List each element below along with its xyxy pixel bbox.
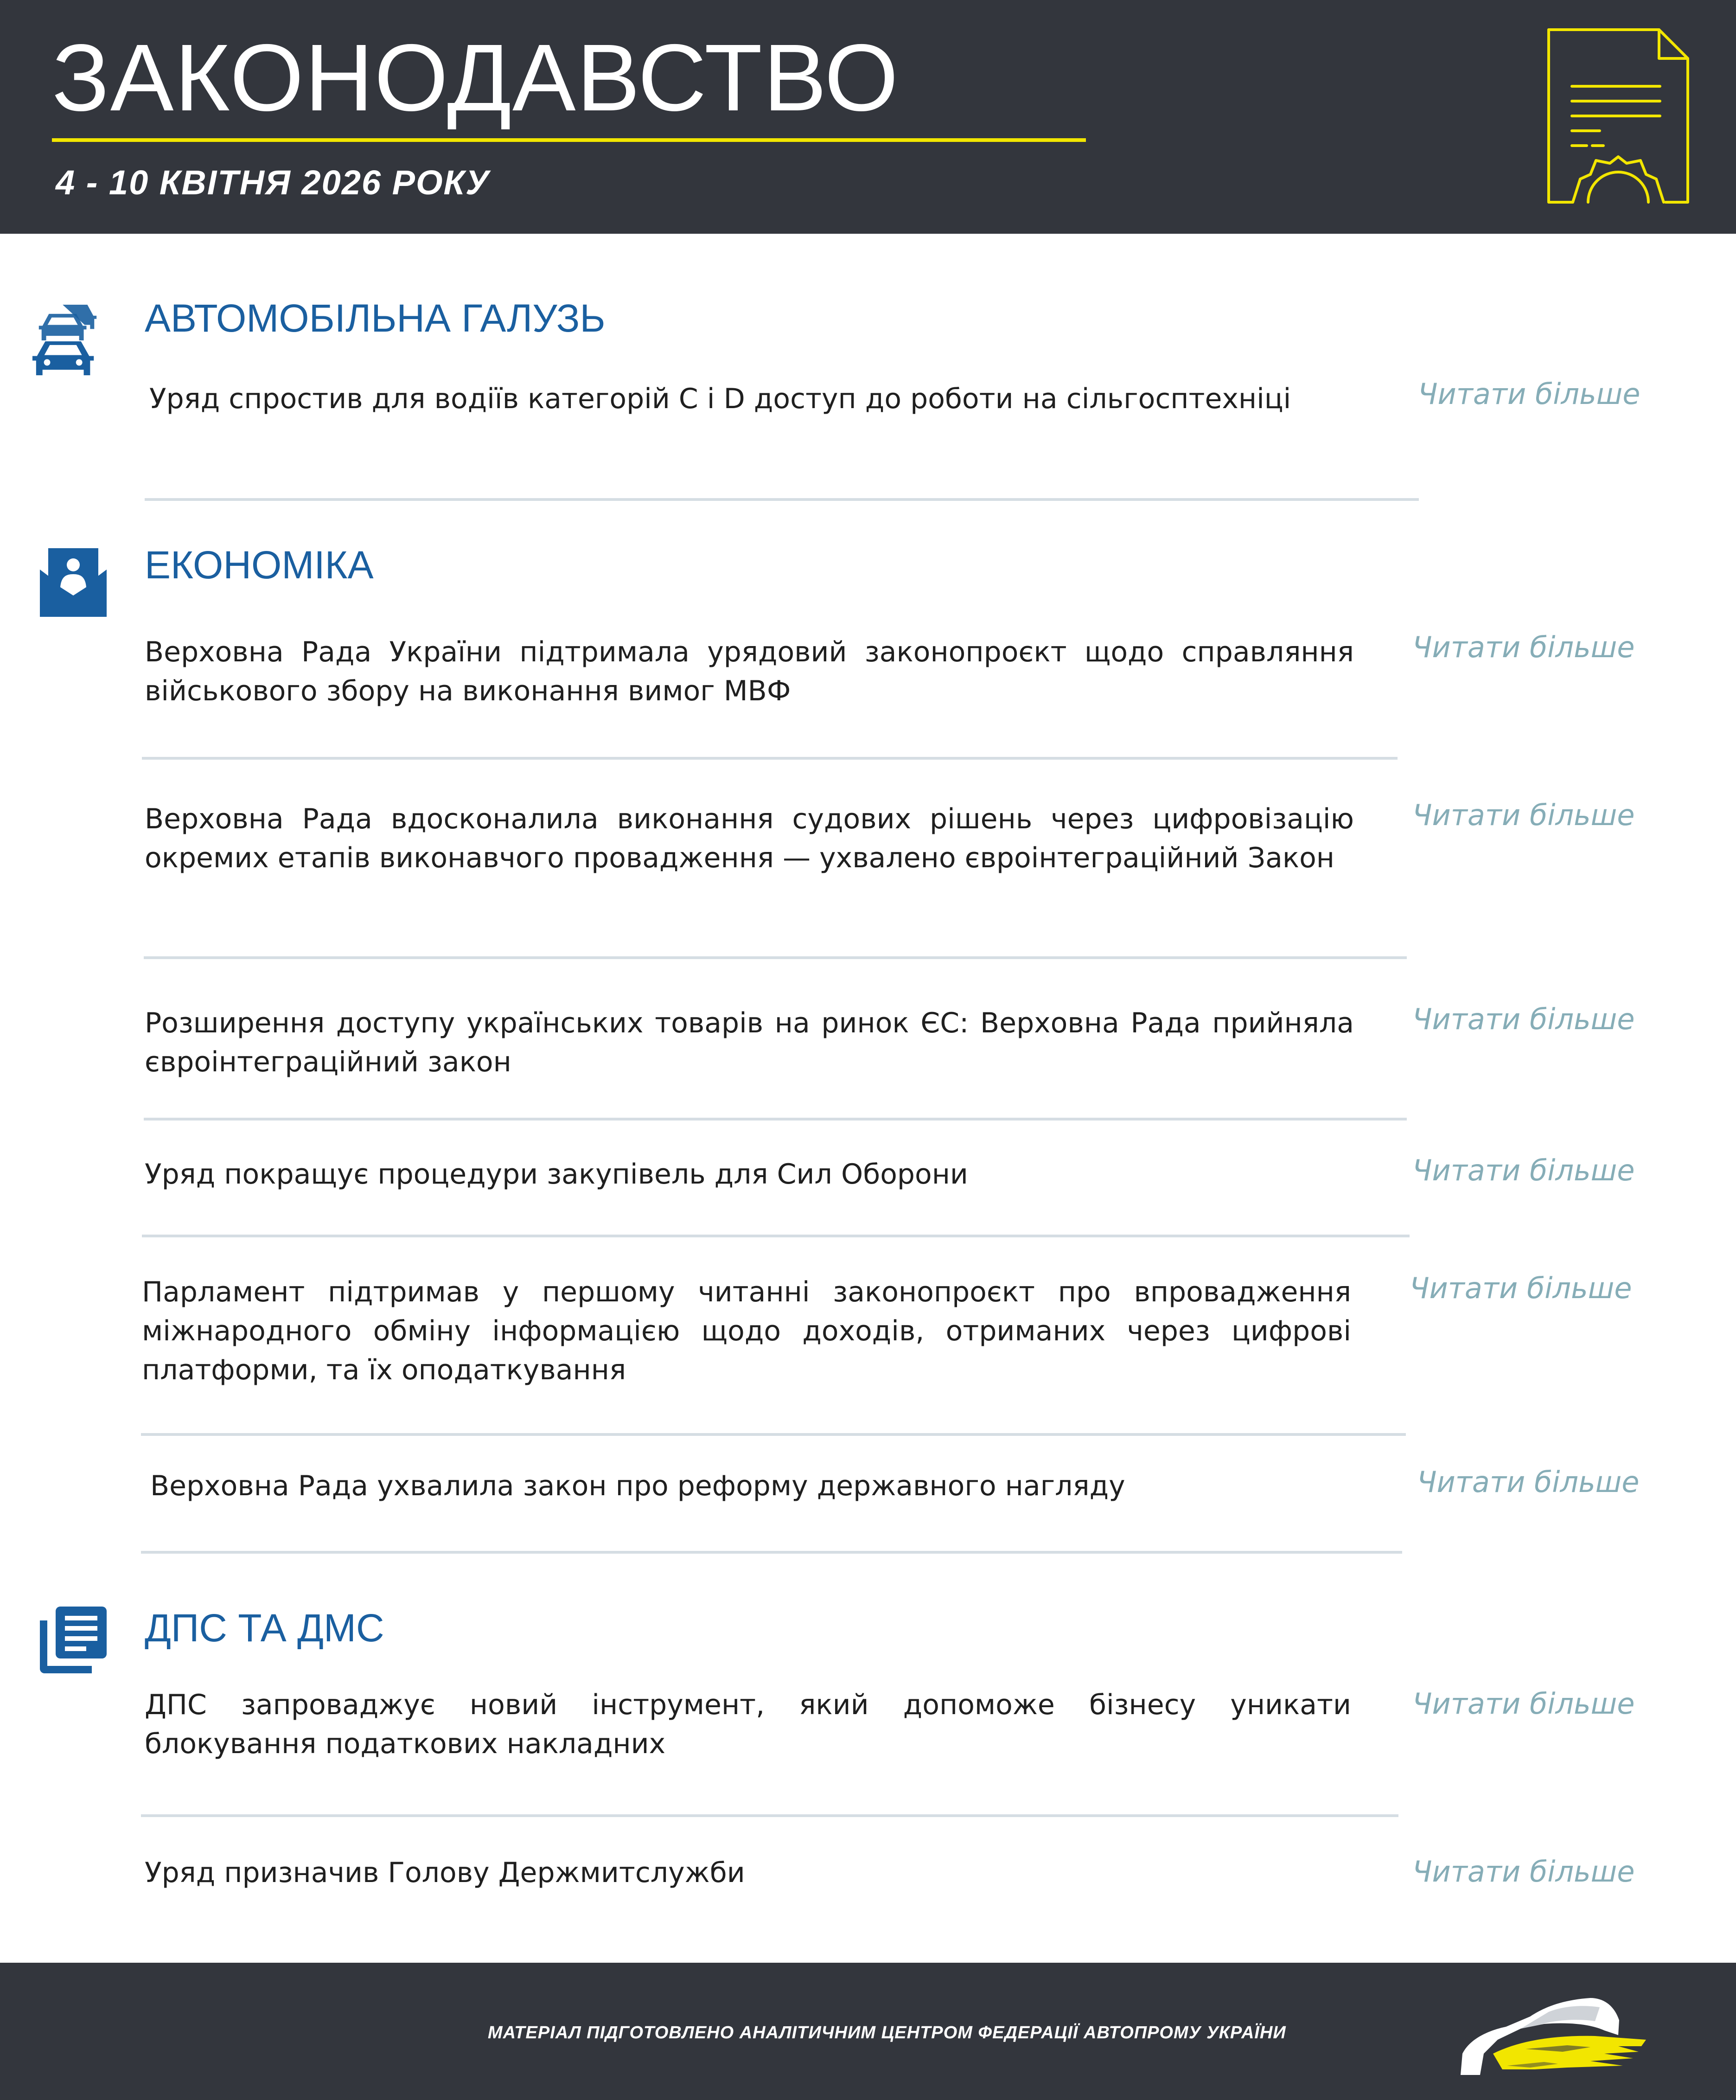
- read-more-link[interactable]: Читати більше: [1412, 1687, 1635, 1721]
- news-item: Верховна Рада ухвалила закон про реформу державного нагляду: [150, 1470, 1125, 1502]
- divider: [145, 498, 1419, 501]
- divider: [142, 1235, 1410, 1237]
- envelope-person-icon: [38, 547, 108, 618]
- read-more-link[interactable]: Читати більше: [1412, 1153, 1635, 1187]
- read-more-link[interactable]: Читати більше: [1417, 1465, 1640, 1499]
- read-more-link[interactable]: Читати більше: [1418, 377, 1640, 411]
- page-title: ЗАКОНОДАВСТВО: [52, 25, 900, 131]
- divider: [142, 757, 1398, 760]
- news-item: Уряд покращує процедури закупівель для Сил Оборони: [145, 1158, 968, 1191]
- read-more-link[interactable]: Читати більше: [1412, 1002, 1635, 1036]
- divider: [141, 1814, 1398, 1817]
- divider: [141, 1551, 1402, 1554]
- car-logo-icon: [1451, 1984, 1655, 2086]
- news-item: Верховна Рада вдосконалила виконання судових рішень через цифровізацію окремих етапів виконавчого провадження — ухвалено євроінтеграційний Закон: [145, 803, 1354, 874]
- footer: [0, 1963, 1736, 2100]
- header: [0, 0, 1736, 234]
- news-item: Парламент підтримав у першому читанні законопроєкт про впровадження міжнародного обміну інформацією щодо доходів, отриманих через цифрові платформи, та їх оподаткування: [142, 1276, 1351, 1386]
- divider: [144, 1118, 1407, 1120]
- section-title-auto: АВТОМОБІЛЬНА ГАЛУЗЬ: [145, 296, 606, 340]
- read-more-link[interactable]: Читати більше: [1410, 1271, 1632, 1305]
- news-item: Верховна Рада України підтримала урядовий законопроєкт щодо справляння військового збору на виконання вимог МВФ: [145, 636, 1354, 707]
- section-title-tax-customs: ДПС ТА ДМС: [145, 1606, 384, 1650]
- section-title-economy: ЕКОНОМІКА: [145, 543, 374, 587]
- title-underline: [52, 138, 1086, 142]
- documents-icon: [38, 1605, 108, 1675]
- date-range: 4 - 10 КВІТНЯ 2026 РОКУ: [56, 163, 490, 202]
- divider: [144, 956, 1407, 959]
- read-more-link[interactable]: Читати більше: [1412, 630, 1635, 664]
- news-item: Розширення доступу українських товарів на ринок ЄС: Верховна Рада прийняла євроінтеграційний закон: [145, 1007, 1354, 1078]
- news-item: Уряд спростив для водіїв категорій C і D доступ до роботи на сільгосптехніці: [149, 383, 1291, 415]
- footer-credit: МАТЕРІАЛ ПІДГОТОВЛЕНО АНАЛІТИЧНИМ ЦЕНТРОМ ФЕДЕРАЦІЇ АВТОПРОМУ УКРАЇНИ: [488, 2023, 1286, 2042]
- read-more-link[interactable]: Читати більше: [1412, 798, 1635, 832]
- read-more-link[interactable]: Читати більше: [1412, 1855, 1635, 1889]
- news-item: ДПС запроваджує новий інструмент, який допоможе бізнесу уникати блокування податкових накладних: [145, 1689, 1351, 1760]
- divider: [141, 1433, 1406, 1436]
- news-item: Уряд призначив Голову Держмитслужби: [145, 1857, 745, 1889]
- cars-icon: [31, 304, 104, 378]
- document-gear-icon: [1544, 26, 1692, 211]
